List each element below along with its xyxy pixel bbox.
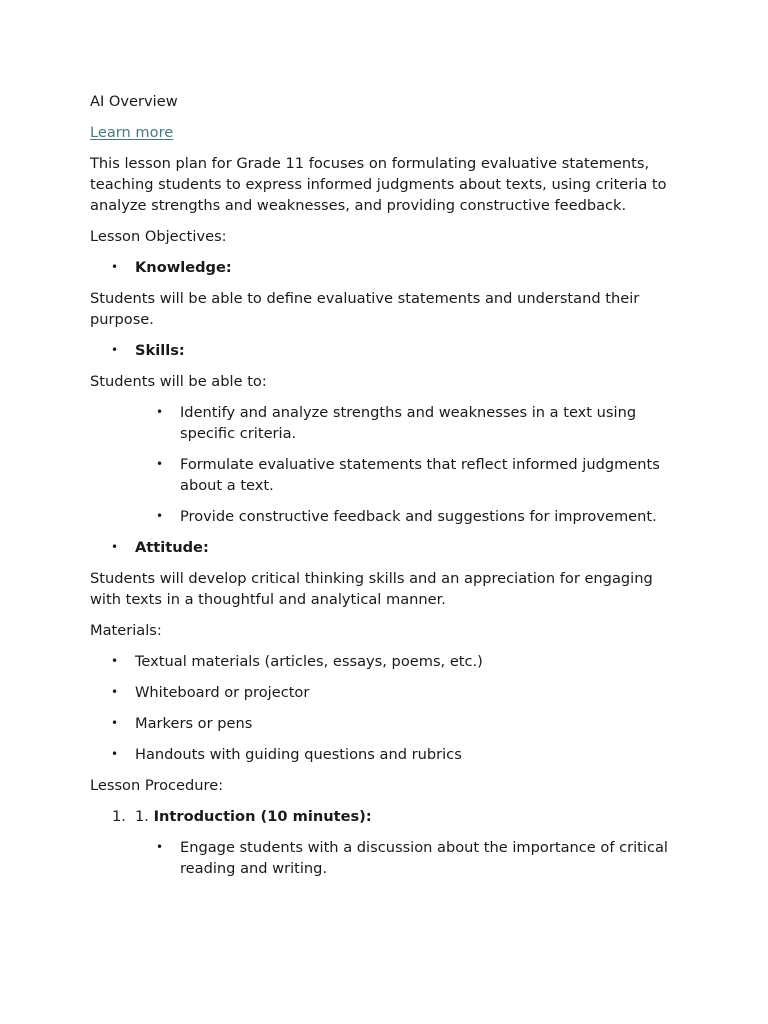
procedure-step [90,806,686,827]
list-item [90,537,686,558]
list-item [90,340,686,361]
materials-list [90,651,686,765]
objectives-knowledge-list [90,257,686,278]
objectives-attitude-list [90,537,686,558]
list-item: • Handouts with guiding questions and rubrics [90,744,686,765]
knowledge-label: Knowledge: [135,259,232,276]
intro-paragraph: This lesson plan for Grade 11 focuses on formulating evaluative statements, teaching students to express informed judgments about texts, using criteria to analyze strengths and weaknesses, and providing constructive feedback. [90,155,667,214]
list-item: • Identify and analyze strengths and weaknesses in a text using specific criteria. [90,402,686,444]
learn-more-row [90,122,686,143]
objectives-skills-list [90,340,686,361]
objectives-heading: Lesson Objectives: [90,228,227,245]
ai-overview-content [90,91,686,889]
step-label: Introduction (10 minutes): [153,808,372,825]
step-sub-list [90,837,686,879]
list-item: • Formulate evaluative statements that reflect informed judgments about a text. [90,454,686,496]
skills-label: Skills: [135,342,185,359]
step-prefix: 1. [135,808,149,825]
skills-sub-list [90,402,686,527]
list-item: • Provide constructive feedback and suggestions for improvement. [90,506,686,527]
list-item: • Markers or pens [90,713,686,734]
list-item: • Engage students with a discussion about the importance of critical reading and writing. [90,837,686,879]
list-item: • Textual materials (articles, essays, poems, etc.) [90,651,686,672]
learn-more-link[interactable]: Learn more [90,124,174,141]
step-number: 1. [112,808,126,825]
procedure-steps [90,806,686,827]
list-item [90,257,686,278]
procedure-heading: Lesson Procedure: [90,777,224,794]
attitude-label: Attitude: [135,539,209,556]
overview-title: AI Overview [90,93,178,110]
list-item: • Whiteboard or projector [90,682,686,703]
skills-text: Students will be able to: [90,373,267,390]
knowledge-text: Students will be able to define evaluative statements and understand their purpose. [90,290,640,328]
materials-heading: Materials: [90,622,162,639]
attitude-text: Students will develop critical thinking skills and an appreciation for engaging with texts in a thoughtful and analytical manner. [90,570,653,608]
